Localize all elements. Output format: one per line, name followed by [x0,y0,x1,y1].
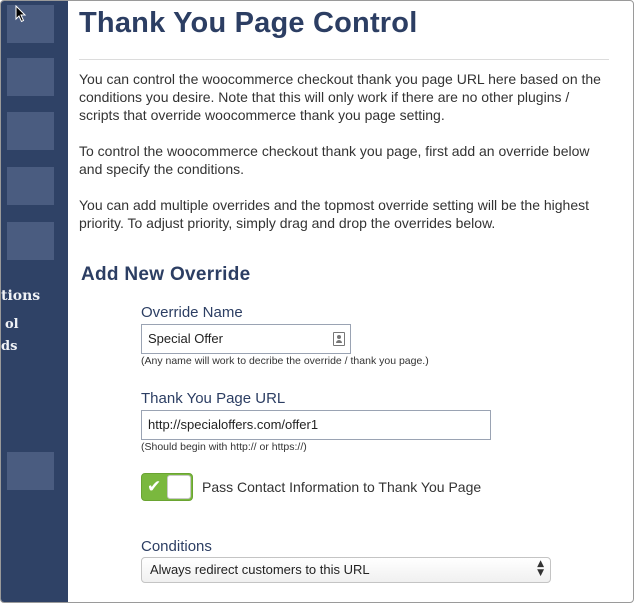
conditions-select[interactable] [141,557,551,583]
sidebar-item-6[interactable] [7,452,54,490]
toggle-knob[interactable] [167,475,191,499]
pass-contact-toggle[interactable] [141,473,193,501]
override-name-value: Special Offer [148,331,223,346]
thank-you-url-hint: (Should begin with http:// or https://) [141,441,307,453]
override-name-label: Override Name [141,304,243,321]
sidebar-item-conditions-label[interactable]: tions [1,288,41,304]
thank-you-url-label: Thank You Page URL [141,390,286,407]
page-title: Thank You Page Control [79,7,418,39]
sidebar [1,1,68,603]
title-divider [79,59,609,60]
override-name-hint: (Any name will work to decribe the override / thank you page.) [141,355,429,367]
select-arrows-icon: ▲ ▼ [537,559,544,578]
conditions-label: Conditions [141,538,212,555]
override-name-input[interactable] [141,324,351,354]
sidebar-item-5[interactable] [7,222,54,260]
section-title-add-override: Add New Override [81,264,251,285]
sidebar-subitem-2-label[interactable]: ds [1,339,18,354]
intro-paragraph-1: You can control the woocommerce checkout thank you page URL here based on the conditions you desire. Note that this will only work if there are no other plugins / scripts that override woocommerce thank you page setting. [79,71,601,123]
contact-card-icon[interactable] [333,332,345,346]
thank-you-url-input[interactable] [141,410,491,440]
conditions-selected-value: Always redirect customers to this URL [150,562,370,577]
intro-paragraph-3: You can add multiple overrides and the topmost override setting will be the highest priority. To adjust priority, simply drag and drop the overrides below. [79,197,590,231]
checkmark-icon: ✔ [147,477,162,497]
sidebar-item-2[interactable] [7,58,54,96]
pass-contact-label: Pass Contact Information to Thank You Page [202,479,482,495]
sidebar-item-3[interactable] [7,112,54,150]
sidebar-subitem-1-label[interactable]: ol [5,317,19,332]
mouse-cursor-icon [15,5,27,23]
intro-paragraph-2: To control the woocommerce checkout thank you page, first add an override below and specify the conditions. [79,143,590,177]
sidebar-item-4[interactable] [7,167,54,205]
thank-you-url-value: http://specialoffers.com/offer1 [148,417,319,432]
